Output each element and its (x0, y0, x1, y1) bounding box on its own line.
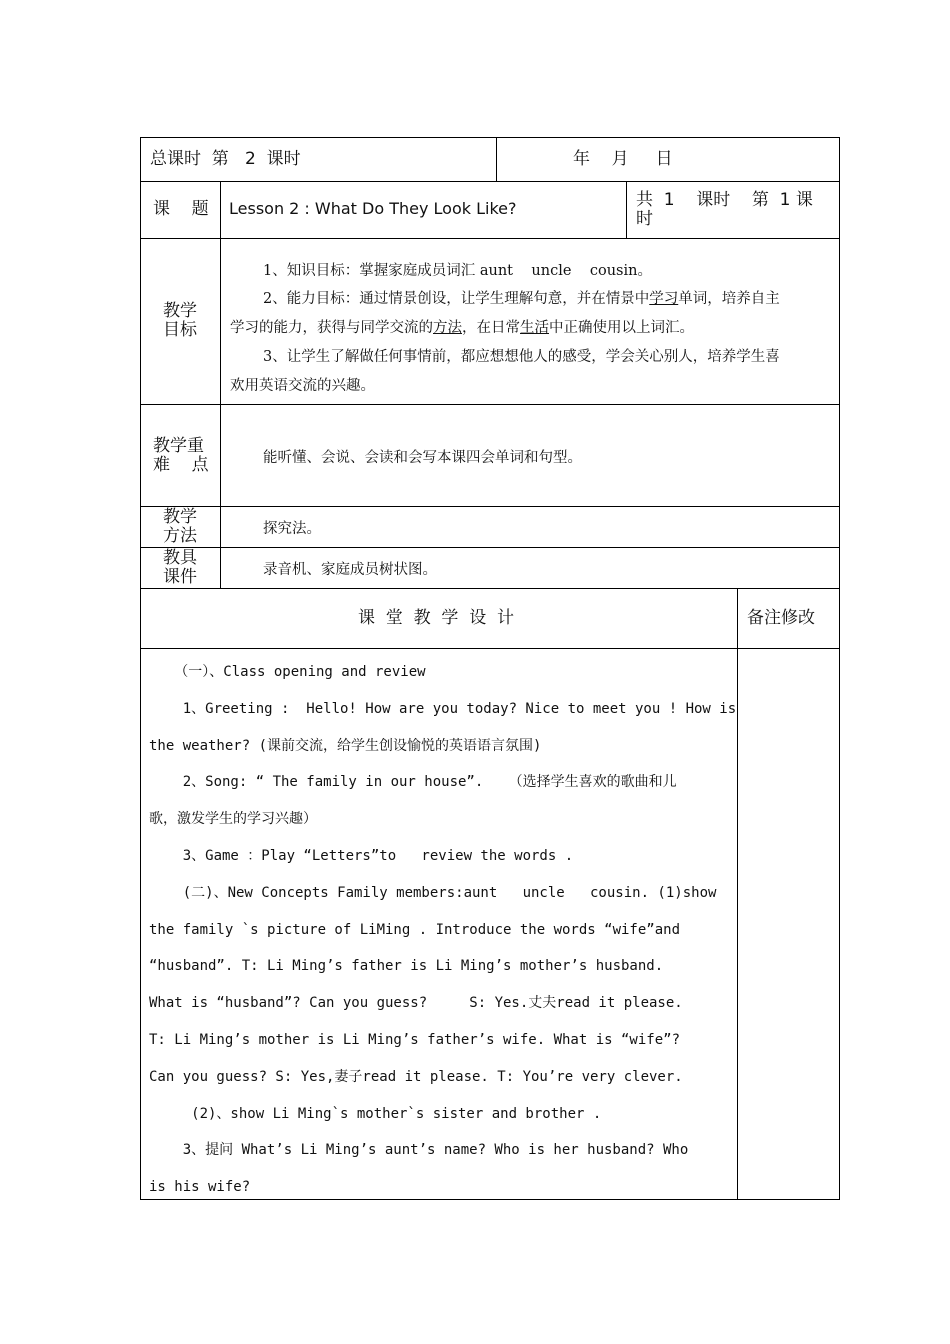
aids-label-line1: 教具 (163, 548, 197, 568)
objectives-label-line2: 目标 (163, 320, 197, 340)
objective-ability-text-c: 学习的能力，获得与同学交流的 (230, 320, 433, 336)
topic-label: 课 题 (153, 199, 209, 219)
key-points-label-line1: 教学重 (153, 436, 204, 456)
objective-ability-text-a: 2、能力目标：通过情景创设，让学生理解句意，并在情景中 (263, 291, 650, 307)
col-divider (737, 588, 738, 1199)
design-line: “husband”. T: Li Ming’s father is Li Ming’s mother’s husband. (149, 958, 664, 975)
lesson-title: Lesson 2 : What Do They Look Like? (229, 199, 517, 218)
period-count-line2: 时 (636, 209, 653, 229)
aids-label-line2: 课件 (163, 567, 197, 587)
design-line: What is “husband”? Can you guess? S: Yes.丈夫read it please. (149, 995, 683, 1012)
objectives-label-line1: 教学 (163, 301, 197, 321)
key-points-label-line2: 难 点 (153, 455, 209, 475)
design-line: 3、提问 What’s Li Ming’s aunt’s name? Who is her husband? Who (149, 1142, 689, 1159)
objective-knowledge: 1、知识目标：掌握家庭成员词汇 aunt uncle cousin。 (263, 263, 652, 279)
period-count-line1: 共 1 课时 第 1 课 (636, 190, 813, 210)
method-text: 探究法。 (263, 521, 321, 537)
design-title: 课 堂 教 学 设 计 (358, 608, 515, 628)
method-label-line2: 方法 (163, 526, 197, 546)
row-divider (140, 238, 840, 239)
date-field: 年 月 日 (573, 149, 673, 169)
link-xuexi[interactable]: 学习 (649, 291, 679, 307)
link-shenghuo[interactable]: 生活 (520, 320, 549, 336)
design-line: （一）、Class opening and review (149, 664, 426, 680)
table-border-top (140, 137, 840, 138)
design-line: 1、Greeting : Hello! How are you today? Nice to meet you ! How is (149, 700, 737, 717)
design-line: Can you guess? S: Yes,妻子read it please. T: You’re very clever. (149, 1068, 683, 1085)
table-border-right (839, 137, 840, 1200)
row-divider (140, 404, 840, 405)
design-line: the weather? (课前交流，给学生创设愉悦的英语语言氛围) (149, 737, 542, 754)
objective-emotion-line2: 欢用英语交流的兴趣。 (230, 378, 375, 394)
design-line: 歌，激发学生的学习兴趣） (149, 811, 317, 828)
notes-label: 备注修改 (747, 608, 815, 628)
table-border-left (140, 137, 141, 1200)
design-line: 3、Game ：Play “Letters”to review the words . (149, 848, 574, 864)
row-divider (140, 506, 840, 507)
objective-ability-line2 (230, 316, 694, 337)
design-line: 2、Song: “ The family in our house”. （选择学生喜欢的歌曲和儿 (149, 774, 677, 791)
key-points-text: 能听懂、会说、会读和会写本课四会单词和句型。 (263, 450, 582, 466)
col-divider (496, 137, 497, 181)
design-line: the family `s picture of LiMing . Introduce the words “wife”and (149, 921, 681, 938)
objective-ability-text-e: 中正确使用以上词汇。 (549, 320, 694, 336)
objective-emotion-line1: 3、让学生了解做任何事情前，都应想想他人的感受，学会关心别人，培养学生喜 (263, 349, 780, 365)
total-hours-label: 总课时 第 2 课时 (150, 149, 301, 169)
col-divider (220, 181, 221, 588)
row-divider (140, 588, 840, 589)
aids-text: 录音机、家庭成员树状图。 (263, 562, 437, 578)
design-line: T: Li Ming’s mother is Li Ming’s father’s wife. What is “wife”? (149, 1032, 681, 1048)
row-divider (140, 648, 840, 649)
objective-ability-text-d: ，在日常 (462, 320, 520, 336)
col-divider (626, 181, 627, 238)
objective-ability-text-b: 单词，培养自主 (678, 291, 780, 307)
design-line: (2)、show Li Ming`s mother`s sister and brother . (149, 1105, 602, 1122)
table-border-bottom (140, 1199, 840, 1200)
row-divider (140, 547, 840, 548)
method-label-line1: 教学 (163, 507, 197, 527)
link-fangfa[interactable]: 方法 (433, 320, 462, 336)
objective-ability-line1 (263, 287, 780, 308)
design-line: (二)、New Concepts Family members:aunt uncle cousin. (1)show (149, 884, 717, 901)
row-divider (140, 181, 840, 182)
design-line: is his wife? (149, 1179, 251, 1196)
